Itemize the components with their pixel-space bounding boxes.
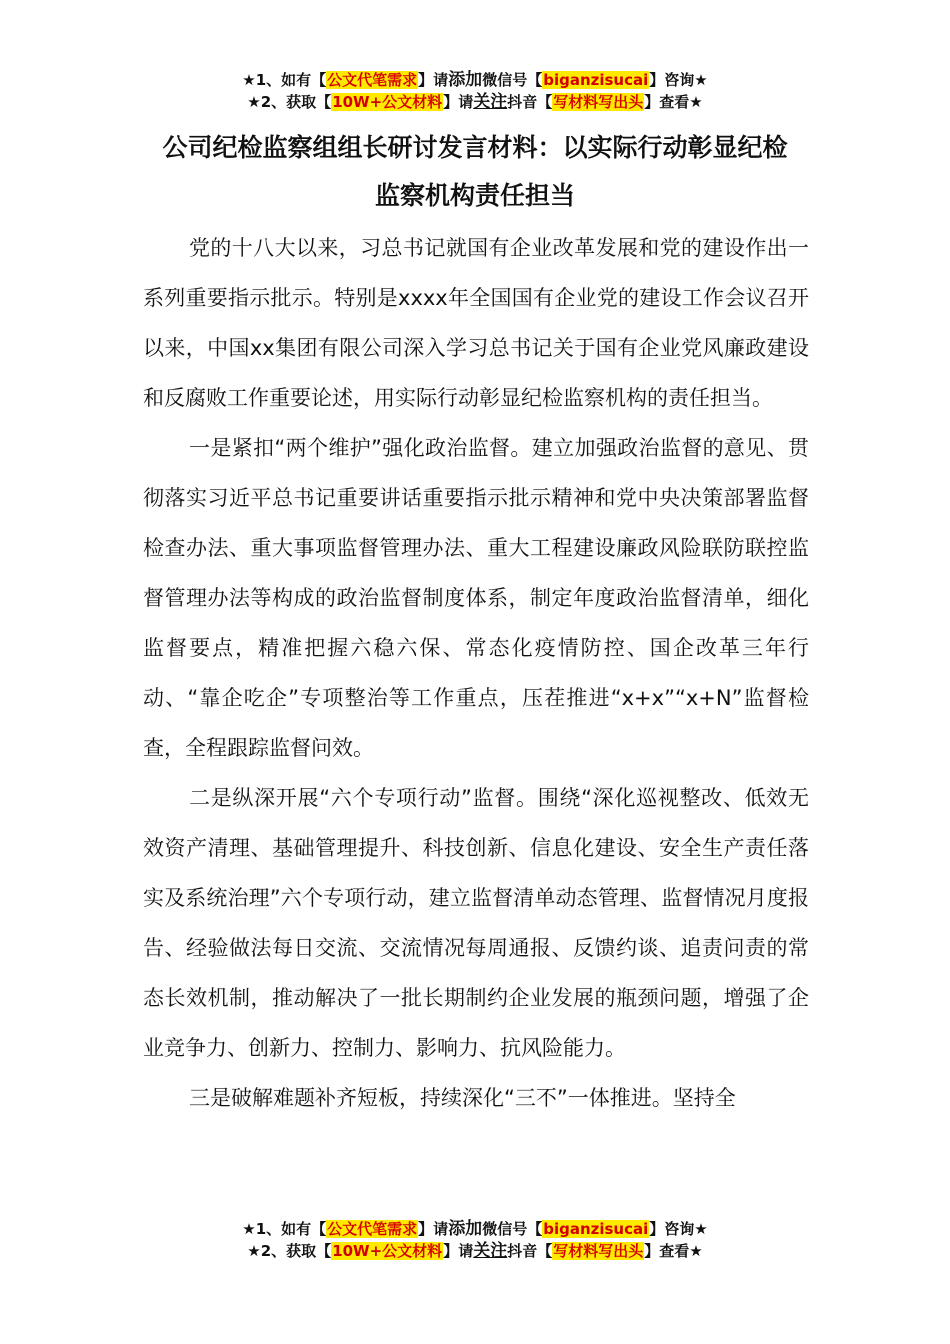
banner-line-1 [0, 1218, 950, 1240]
highlight-text: 写材料写出头 [553, 1242, 644, 1260]
banner-text: 抖音【 [507, 1242, 553, 1260]
banner-text: 抖音【 [507, 93, 553, 111]
document-body [143, 223, 809, 1123]
paragraph-intro: 党的十八大以来，习总书记就国有企业改革发展和党的建设作出一系列重要指示批示。特别是xxxx年全国国有企业党的建设工作会议召开以来，中国xx集团有限公司深入学习总书记关于国有企业党风廉政建设和反腐败工作重要论述，用实际行动彰显纪检监察机构的责任担当。 [143, 236, 809, 410]
banner-text: ★2、获取【 [247, 1242, 332, 1260]
banner-text: 】查看★ [644, 93, 703, 111]
highlight-text: 写材料写出头 [553, 93, 644, 111]
banner-line-2 [0, 1240, 950, 1262]
banner-text: ★1、如有【 [242, 1220, 327, 1238]
banner-text: 】请 [418, 1220, 449, 1238]
title-line-2: 监察机构责任担当 [374, 181, 575, 210]
highlight-text: 10W+公文材料 [332, 1242, 443, 1260]
banner-text: 微信号【 [482, 1220, 543, 1238]
highlight-text: 公文代笔需求 [327, 1220, 418, 1238]
footer-banner [0, 1218, 950, 1262]
emphasis-text: 关注 [473, 92, 508, 112]
banner-text: 】咨询★ [649, 1220, 708, 1238]
paragraph-one: 一是紧扣“两个维护”强化政治监督。建立加强政治监督的意见、贯彻落实习近平总书记重要讲话重要指示批示精神和党中央决策部署监督检查办法、重大事项监督管理办法、重大工程建设廉政风险联防联控监督管理办法等构成的政治监督制度体系，制定年度政治监督清单，细化监督要点，精准把握六稳六保、常态化疫情防控、国企改革三年行动、“靠企吃企”专项整治等工作重点，压茬推进“x+x”“x+N”监督检查，全程跟踪监督问效。 [143, 436, 809, 760]
header-banner [0, 69, 950, 113]
banner-text: ★2、获取【 [247, 93, 332, 111]
emphasis-text: 关注 [473, 1241, 508, 1261]
highlight-text: biganzisucai [543, 1220, 649, 1238]
banner-text: 】请 [443, 93, 474, 111]
banner-text: ★1、如有【 [242, 71, 327, 89]
title-line-1: 公司纪检监察组组长研讨发言材料：以实际行动彰显纪检 [162, 133, 788, 162]
banner-line-2 [0, 91, 950, 113]
banner-text: 微信号【 [482, 71, 543, 89]
emphasis-text: 添加 [448, 70, 483, 90]
document-title [60, 124, 890, 220]
highlight-text: biganzisucai [543, 71, 649, 89]
paragraph-two: 二是纵深开展“六个专项行动”监督。围绕“深化巡视整改、低效无效资产清理、基础管理提升、科技创新、信息化建设、安全生产责任落实及系统治理”六个专项行动，建立监督清单动态管理、监督情况月度报告、经验做法每日交流、交流情况每周通报、反馈约谈、追责问责的常态长效机制，推动解决了一批长期制约企业发展的瓶颈问题，增强了企业竞争力、创新力、控制力、影响力、抗风险能力。 [143, 786, 809, 1060]
highlight-text: 公文代笔需求 [327, 71, 418, 89]
highlight-text: 10W+公文材料 [332, 93, 443, 111]
banner-text: 】请 [418, 71, 449, 89]
emphasis-text: 添加 [448, 1219, 483, 1239]
paragraph-three: 三是破解难题补齐短板，持续深化“三不”一体推进。坚持全 [189, 1086, 736, 1110]
banner-text: 】请 [443, 1242, 474, 1260]
banner-text: 】咨询★ [649, 71, 708, 89]
banner-line-1 [0, 69, 950, 91]
banner-text: 】查看★ [644, 1242, 703, 1260]
